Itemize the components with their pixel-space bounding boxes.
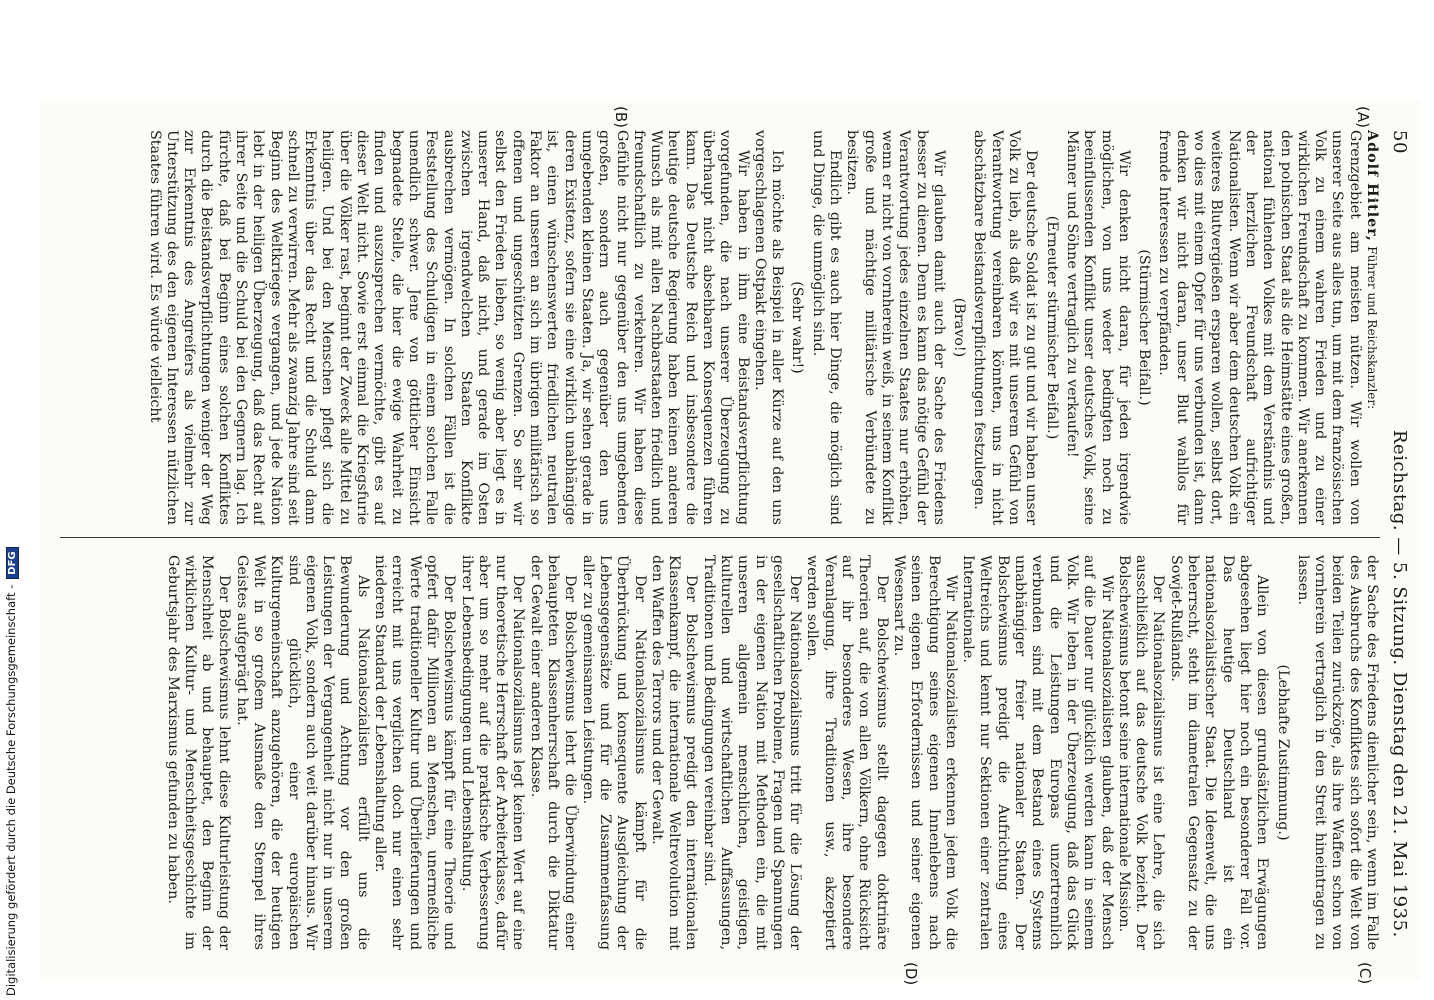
paragraph: Endlich gibt es auch hier Dinge, die möglich sind und Dinge, die unmöglich sind. [809, 130, 844, 525]
speaker-role: Führer und Reichskanzler: [1365, 246, 1379, 410]
right-column [50, 555, 1380, 950]
speaker-line [1363, 130, 1380, 525]
paragraph: Ich möchte als Beispiel in aller Kürze auf den uns vorgeschlagenen Ostpakt eingehen. [751, 130, 786, 525]
page-header [1384, 130, 1412, 950]
running-head: Reichstag. — 5. Sitzung. Dienstag den 21. Mai 1935. [1389, 430, 1410, 938]
applause-note: (Sehr wahr!) [789, 281, 806, 374]
paragraph: Wir denken nicht daran, für jeden irgendwie möglichen, von uns weder bedingten noch zu beeinflussenden Konflikt unser deutsches Volk, seine Männer und Söhne vertraglich zu verkaufen! [1063, 130, 1132, 525]
digitization-credit [0, 0, 24, 1000]
paragraph: Der Bolschewismus lehrt die Überwindung einer behaupteten Klassenherrschaft durch die Diktatur der Gewalt einer anderen Klasse. [527, 555, 579, 950]
margin-letter-d: (D) [902, 962, 920, 986]
paragraph: Grenzgebiet am meisten nützen. Wir wollen von unserer Seite aus alles tun, um mit dem französischen Volk zu einem wahren Frieden und zu einer wirklichen Freundschaft zu kommen. Wir anerkennen den polnischen Staat als die Heimstätte eines großen, national fühlenden Volkes mit dem Verständnis und der herzlichen Freundschaft aufrichtiger Nationalisten. Wenn wir aber dem deutschen Volk ein weiteres Blutvergießen ersparen wollen, selbst dort, wo dies mit einem Opfer für uns verbunden ist, dann denken wir nicht daran, unser Blut wahllos für fremde Interessen zu verpfänden. [1156, 130, 1363, 525]
page-number: 50 [1389, 130, 1410, 154]
margin-letter-c: (C) [1356, 962, 1374, 985]
scanned-page [40, 100, 1420, 986]
dfg-logo-icon: DFG [6, 547, 19, 578]
applause-note: (Stürmischer Beifall.) [1136, 249, 1153, 406]
applause-note: (Lebhafte Zustimmung.) [1274, 664, 1291, 841]
paragraph: Der Bolschewismus predigt den internationalen Klassenkampf, die internationale Weltrevolution mit den Waffen des Terrors und der Gewalt. [648, 555, 700, 950]
paragraph: Der deutsche Soldat ist zu gut und wir haben unser Volk zu lieb, als daß wir es mit unserem Gefühl von Verantwortung vereinbaren könnten, uns in nicht abschätzbare Beistandsverpflichtungen festzulegen. [971, 130, 1040, 525]
column-divider [60, 537, 1380, 538]
credit-text: Digitalisierung gefördert durch die Deutsche Forschungsgemeinschaft - [4, 584, 18, 996]
paragraph: Der Nationalsozialismus legt keinen Wert auf eine nur theoretische Herrschaft der Arbeiterklasse, dafür aber um so mehr auf die praktische Verbesserung ihrer Lebensbedingungen und Lebenshaltung. [458, 555, 527, 950]
paragraph: Der Nationalsozialismus ist eine Lehre, die sich ausschließlich auf das deutsche Volk bezieht. Der Bolschewismus betont seine internationale Mission. [1115, 555, 1167, 950]
paragraph: Der Bolschewismus lehnt diese Kulturleistung der Menschheit ab und behauptet, den Beginn der wirklichen Kultur- und Menschheitsgeschichte im Geburtsjahr des Marxismus gefunden zu haben. [164, 555, 233, 950]
margin-letter-b: (B) [612, 106, 630, 128]
applause-note: (Erneuter stürmischer Beifall.) [1043, 215, 1060, 440]
paragraph: Wir glauben damit auch der Sache des Friedens besser zu dienen. Denn es kann das nötige Gefühl der Verantwortung jedes einzelnen Staates nur erhöhen, wenn er nicht von vornherein weiß, in seinem Konflikt große und mächtige militärische Verbündete zu besitzen. [844, 130, 947, 525]
paragraph: Allein von diesen grundsätzlichen Erwägungen abgesehen liegt hier noch ein besonderer Fall vor. Das heutige Deutschland ist ein nationalsozialistischer Staat. Die Ideenwelt, die uns beherrscht, steht im diametralen Gegensatz zu der Sowjet-Rußlands. [1167, 555, 1271, 950]
paragraph: Der Nationalsozialismus tritt für die Lösung der gesellschaftlichen Probleme, Fragen und Spannungen in der eigenen Nation mit Methoden ein, die mit unseren allgemein menschlichen, geistigen, kulturellen und wirtschaftlichen Auffassungen, Traditionen und Bedingungen vereinbar sind. [700, 555, 804, 950]
paragraph: Wir Nationalsozialisten erkennen jedem Volk die Berechtigung seines eigenen Innenlebens nach seinen eigenen Erfordernissen und seiner eigenen Wesensart zu. [890, 555, 959, 950]
paragraph: der Sache des Friedens dienlicher sein, wenn im Falle des Ausbruchs des Konfliktes sich sofort die Welt von beiden Teilen zurückzöge, als ihre Waffen schon von vornherein vertraglich in den Streit hineintragen zu lassen. [1294, 555, 1380, 950]
paragraph: Der Bolschewismus kämpft für eine Theorie und opfert dafür Millionen an Menschen, unermeßliche Werte traditioneller Kultur und Überlieferungen und erreicht mit uns verglichen doch nur einen sehr niederen Standard der Lebenshaltung aller. [372, 555, 458, 950]
paragraph: Wir Nationalsozialisten glauben, daß der Mensch auf die Dauer nur glücklich werden kann in seinem Volk. Wir leben in der Überzeugung, daß das Glück und die Leistungen Europas unzertrennlich verbunden sind mit dem Bestand eines Systems unabhängiger freier nationaler Staaten. Der Bolschewismus predigt die Aufrichtung eines Weltreichs und kennt nur Sektionen einer zentralen Internationale. [960, 555, 1115, 950]
paragraph: Wir haben in ihm eine Beistandsverpflichtung vorgefunden, die nach unserer Überzeugung zu überhaupt nicht absehbaren Konsequenzen führen kann. Das Deutsche Reich und insbesondere die heutige deutsche Regierung haben keinen anderen Wunsch als mit allen Nachbarstaaten friedlich und freundschaftlich zu verkehren. Wir haben diese Gefühle nicht nur gegenüber den uns umgebenden großen, sondern auch gegenüber den uns umgebenden kleinen Staaten. Ja, wir sehen gerade in deren Existenz, sofern sie eine wirklich unabhängige ist, einen wünschenswerten friedlichen neutralen Faktor an unseren an sich im übrigen militärisch so offenen und ungeschützten Grenzen. So sehr wir selbst den Frieden lieben, so wenig aber liegt es in unserer Hand, daß nicht, und gerade im Osten zwischen irgendwelchen Staaten Konflikte ausbrechen vermögen. In solchen Fällen ist die Feststellung des Schuldigen in einem solchen Falle unendlich schwer. Jene von göttlicher Einsicht begnadete Stelle, die hier die ewige Wahrheit zu finden und auszusprechen vermöchte, gibt es auf dieser Welt nicht. Sowie erst einmal die Kriegsfurie über die Völker rast, beginnt der Zweck alle Mittel zu heiligen. Und bei den Menschen pflegt sich die Erkenntnis über das Recht und die Schuld dann schnell zu verwirren. Mehr als zwanzig Jahre sind seit Beginn des Weltkrieges vergangen, und jede Nation lebt in der heiligen Überzeugung, daß das Recht auf ihrer Seite und die Schuld bei den Gegnern lag. Ich fürchte, daß bei Beginn eines solchen Konfliktes durch die Beistandsverpflichtungen weniger der Weg zur Erkenntnis des Angreifers als vielmehr zur Unterstützung des den eigenen Interessen nützlichen Staates führen wird. Es würde vielleicht [146, 130, 751, 525]
paragraph: Der Nationalsozialismus kämpft für die Überbrückung und konsequente Ausgleichung der Lebensgegensätze und für die Zusammenfassung aller zu gemeinsamen Leistungen. [579, 555, 648, 950]
paragraph: Als Nationalsozialisten erfüllt uns die Bewunderung und Achtung vor den großen Leistungen der Vergangenheit nicht nur in unserem eigenen Volk, sondern auch weit darüber hinaus. Wir sind glücklich, einer europäischen Kulturgemeinschaft anzugehören, die der heutigen Welt in so großem Ausmaße den Stempel ihres Geistes aufgeprägt hat. [233, 555, 371, 950]
left-column [50, 130, 1380, 525]
margin-letter-a: (A) [1354, 106, 1372, 128]
speaker-name: Adolf Hitler, [1364, 130, 1380, 242]
applause-note: (Bravo!) [951, 297, 968, 358]
paragraph: Der Bolschewismus stellt dagegen doktrinäre Theorien auf, die von allen Völkern, ohne Rücksicht auf ihr besonderes Wesen, ihre besondere Veranlagung, ihre Traditionen usw., akzeptiert werden sollen. [804, 555, 890, 950]
credit-line [4, 547, 19, 996]
